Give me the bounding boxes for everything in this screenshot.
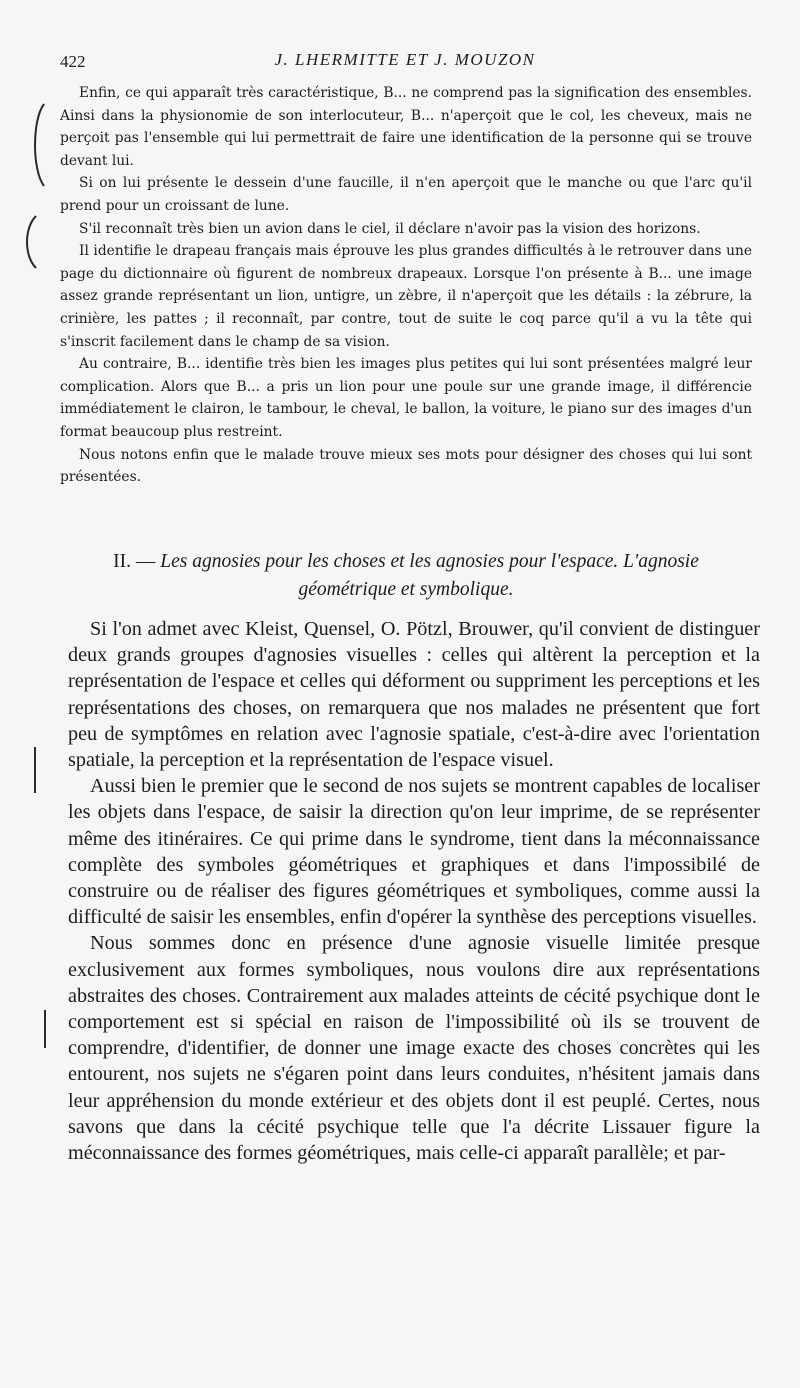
paragraph: Au contraire, B... identifie très bien les images plus petites qui lui sont présentées malgré leur complication. Alors que B... a pris un lion pour une poule sur une grande image, il différencie immédiatement le clairon, le tambour, le cheval, le ballon, la voiture, le piano sur des images d'un format beaucoup plus restreint. <box>60 356 752 440</box>
paragraph: Enfin, ce qui apparaît très caractéristique, B... ne comprend pas la signification des ensembles. Ainsi dans la physionomie de son interlocuteur, B... n'aperçoit que le col, les cheveux, mais ne perçoit pas l'ensemble qui lui permettrait de faire une identification de la personne qui se trouve devant lui. <box>60 85 752 169</box>
intro-text <box>60 82 752 489</box>
margin-bracket-mark <box>28 100 48 190</box>
paragraph: S'il reconnaît très bien un avion dans le ciel, il déclare n'avoir pas la vision des horizons. <box>79 220 701 237</box>
section-heading <box>60 548 752 604</box>
paragraph: Si l'on admet avec Kleist, Quensel, O. Pötzl, Brouwer, qu'il convient de distinguer deux grands groupes d'agnosies visuelles : celles qui altèrent la perception et la représentation de l'espace et celles qui déforment ou suppriment les perceptions et les représentations des choses, on remarquera que nos malades ne présentent que fort peu de symptômes en relation avec l'agnosie spatiale, c'est-à-dire avec l'orientation spatiale, la perception et la représentation de l'espace visuel. <box>68 618 760 772</box>
running-title: J. LHERMITTE ET J. MOUZON <box>274 50 536 69</box>
paragraph: Il identifie le drapeau français mais éprouve les plus grandes difficultés à le retrouver dans une page du dictionnaire où figurent de nombreux drapeaux. Lorsque l'on présente à B... une image assez grande représentant un lion, untigre, un zèbre, il n'aperçoit que les détails : la zébrure, la crinière, les pattes ; il reconnaît, par contre, tout de suite le coq parce qu'il a vu la tête qui s'inscrit facilement dans le champ de sa vision. <box>60 243 752 350</box>
page-number: 422 <box>60 52 86 71</box>
paragraph: Aussi bien le premier que le second de nos sujets se montrent capables de localiser les objets dans l'espace, de saisir la direction qu'on leur imprime, de se représenter même des itinéraires. Ce qui prime dans le syndrome, tient dans la méconnaissance complète des symboles géométriques et graphiques et dans l'impossibilé de construire ou de réaliser des figures géométriques et symboliques, comme aussi la difficulté de saisir les ensembles, enfin d'opérer la synthèse des perceptions visuelles. <box>68 775 760 929</box>
margin-line-mark <box>42 1008 48 1050</box>
margin-bracket-mark <box>20 212 40 272</box>
margin-line-mark <box>32 745 38 795</box>
section-number: II. — <box>113 551 156 572</box>
body-text <box>68 616 760 1166</box>
section-title-line1: Les agnosies pour les choses et les agnosies pour l'espace. L'agnosie <box>160 551 699 572</box>
page-header <box>60 50 750 74</box>
paragraph: Nous sommes donc en présence d'une agnosie visuelle limitée presque exclusivement aux formes symboliques, nous voulons dire aux représentations abstraites des choses. Contrairement aux malades atteints de cécité psychique dont le comportement est si spécial en raison de l'impossibilité où ils se trouvent de comprendre, d'identifier, de donner une image exacte des choses concrètes qui les entourent, nos sujets ne s'égaren point dans leurs conduites, n'hésitent jamais dans leur appréhension du monde extérieur et des objets dont il est peuplé. Certes, nous savons que dans la cécité psychique telle que l'a décrite Lissauer figure la méconnaissance des formes géométriques, mais celle-ci apparaît parallèle; et par- <box>68 932 760 1165</box>
paragraph: Nous notons enfin que le malade trouve mieux ses mots pour désigner des choses qui lui sont présentées. <box>60 446 752 486</box>
paragraph: Si on lui présente le dessein d'une faucille, il n'en aperçoit que le manche ou que l'arc qu'il prend pour un croissant de lune. <box>60 175 752 214</box>
section-title-line2: géométrique et symbolique. <box>298 579 514 600</box>
